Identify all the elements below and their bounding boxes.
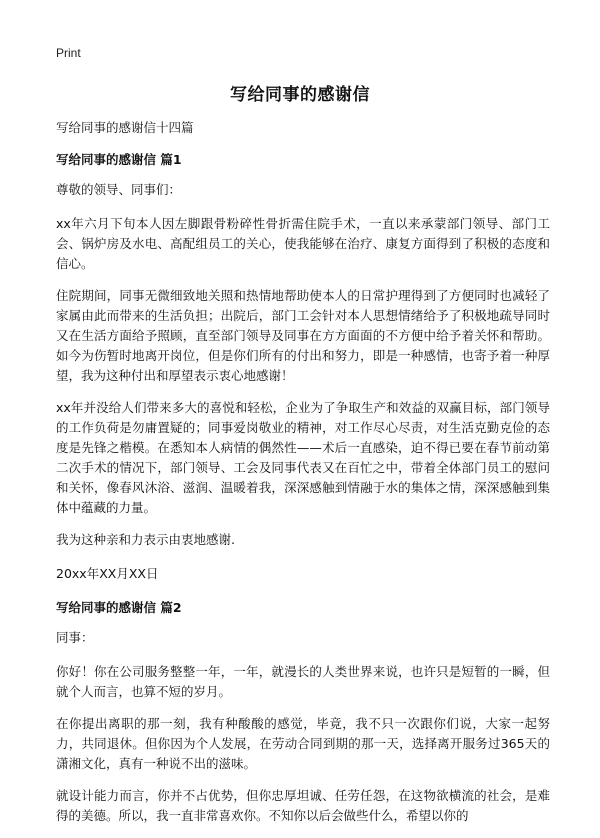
paragraph: xx年六月下旬本人因左脚跟骨粉碎性骨折需住院手术，一直以来承蒙部门领导、部门工会、锅炉房及水电、高配组员工的关心，使我能够在治疗、康复方面得到了积极的态度和信心。 [56, 216, 550, 271]
section-greeting-2: 同事： [56, 630, 94, 645]
section-heading-2: 写给同事的感谢信 篇2 [56, 600, 182, 615]
print-link[interactable]: Print [56, 46, 81, 60]
section-heading-1: 写给同事的感谢信 篇1 [56, 152, 182, 167]
paragraph: xx年并没给人们带来多大的喜悦和轻松，企业为了争取生产和效益的双赢目标，部门领导的工作负荷是勿庸置疑的；同事爱岗敬业的精神，对工作尽心尽责，对生活克勤克俭的态度是先锋之楷模。在悉知本人病情的偶然性——术后一直感染，迫不得已要在春节前动第二次手术的情况下，部门领导、工会及同事代表又在百忙之中，带着全体部门员工的慰问和关怀，像春风沐浴、滋润、温暖着我，深深感触到情融于水的集体之情，深深感触到集体中蕴藏的力量。 [56, 400, 550, 515]
document-subtitle: 写给同事的感谢信十四篇 [56, 120, 194, 135]
paragraph: 你好！你在公司服务整整一年，一年，就漫长的人类世界来说，也许只是短暂的一瞬，但就个人而言，也算不短的岁月。 [56, 664, 550, 699]
closing-line: 我为这种亲和力表示由衷地感谢. [56, 532, 235, 547]
paragraph: 就设计能力而言，你并不占优势，但你忠厚坦诚、任劳任怨，在这物欲横流的社会，是难得的美德。所以，我一直非常喜欢你。不知你以后会做些什么，希望以你的 [56, 788, 550, 823]
paragraph: 在你提出离职的那一刻，我有种酸酸的感觉，毕竟，我不只一次跟你们说，大家一起努力，共同退休。但你因为个人发展，在劳动合同到期的那一天，选择离开服务过365天的潇湘文化，真有一种说不出的滋味。 [56, 716, 550, 771]
document-body [56, 118, 550, 838]
page-title: 写给同事的感谢信 [230, 85, 370, 105]
section-greeting-1: 尊敬的领导、同事们： [56, 182, 182, 197]
paragraph: 住院期间，同事无微细致地关照和热情地帮助使本人的日常护理得到了方便同时也减轻了家属由此而带来的生活负担；出院后，部门工会针对本人思想情绪给予了积极地疏导同时又在生活方面给予照顾，直至部门领导及同事在方方面面的不方便中给予着关怀和帮助。如今为伤暂时地离开岗位，但是你们所有的付出和努力，即是一种感情，也寄予着一种厚望，我为这种付出和厚望表示衷心地感谢！ [56, 288, 550, 383]
letter-date: 20xx年XX月XX日 [56, 566, 159, 581]
